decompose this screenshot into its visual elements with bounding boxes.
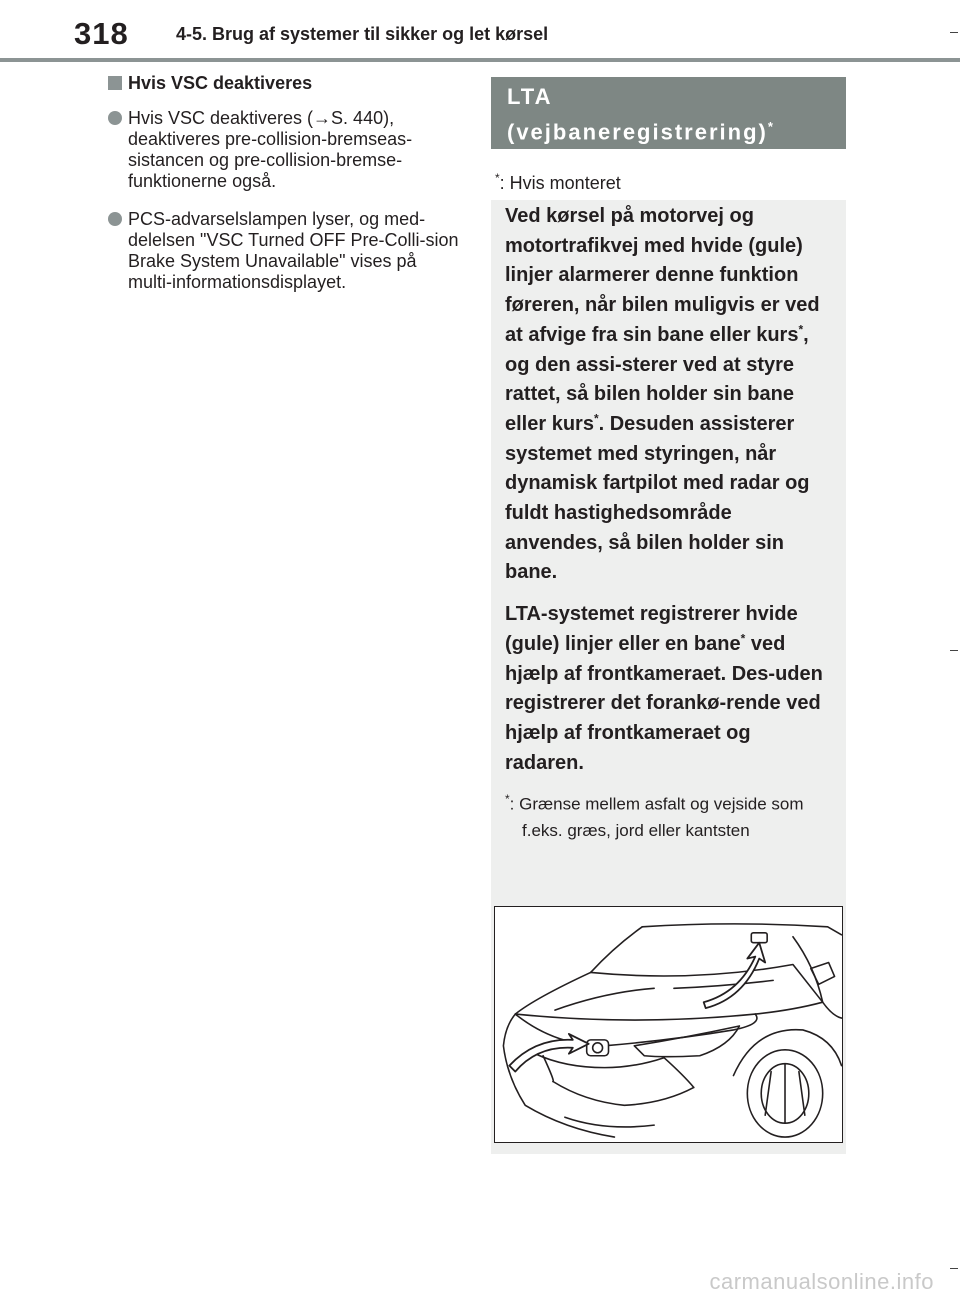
page-header — [0, 0, 960, 62]
crop-mark-top — [950, 32, 958, 33]
title-asterisk: * — [767, 119, 775, 134]
lta-paragraph-1: Ved kørsel på motorvej og motortrafikvej med hvide (gule) linjer alarmerer denne funktion føreren, når bilen muligvis er ved at afvige fra sin bane eller kurs*, og den assi-sterer ved at styre rattet, så bilen holder sin bane eller kurs*. Desuden assisterer systemet med styringen, når dynamisk fartpilot med radar og fuldt hastighedsområde anvendes, så bilen holder sin bane. — [505, 205, 820, 584]
boundary-footnote: *: Grænse mellem asfalt og vejside som f.eks. græs, jord eller kantsten — [505, 792, 804, 841]
bullet-item — [108, 209, 460, 293]
bullet-text: PCS-advarselslampen lyser, og med-delelsen "VSC Turned OFF Pre-Colli-sion Brake System Unavailable" vises på multi-informationsdisplayet. — [128, 209, 459, 292]
right-column — [491, 77, 846, 841]
section-title-line2: (vejbaneregistrering)* — [507, 119, 775, 145]
car-front-drawing-icon — [495, 907, 842, 1142]
car-sensor-illustration — [494, 906, 843, 1143]
lta-paragraph-2: LTA-systemet registrerer hvide (gule) linjer eller en bane* ved hjælp af frontkameraet. Des-uden registrerer det forankø-rende ved hjælp af frontkameraet og radaren. — [505, 603, 823, 774]
crop-mark-middle — [950, 650, 958, 651]
left-column — [108, 72, 460, 310]
round-bullet-icon — [108, 212, 122, 226]
crop-mark-bottom — [950, 1268, 958, 1269]
header-rule — [0, 58, 960, 62]
square-bullet-icon — [108, 76, 122, 90]
section-title — [491, 77, 846, 149]
section-title-line1: LTA — [507, 84, 553, 109]
chapter-title: 4-5. Brug af systemer til sikker og let kørsel — [176, 24, 549, 44]
lta-info-box — [491, 200, 846, 1154]
vsc-heading-text: Hvis VSC deaktiveres — [128, 73, 313, 93]
round-bullet-icon — [108, 111, 122, 125]
watermark: carmanualsonline.info — [709, 1269, 934, 1294]
bullet-text: Hvis VSC deaktiveres (→S. 440), deaktiveres pre-collision-bremseas-sistancen og pre-collision-bremse-funktionerne også. — [128, 108, 413, 191]
bullet-item — [108, 108, 460, 192]
title-footnote: *: Hvis monteret — [495, 171, 621, 193]
page-number: 318 — [74, 16, 129, 51]
vsc-heading — [108, 72, 460, 94]
